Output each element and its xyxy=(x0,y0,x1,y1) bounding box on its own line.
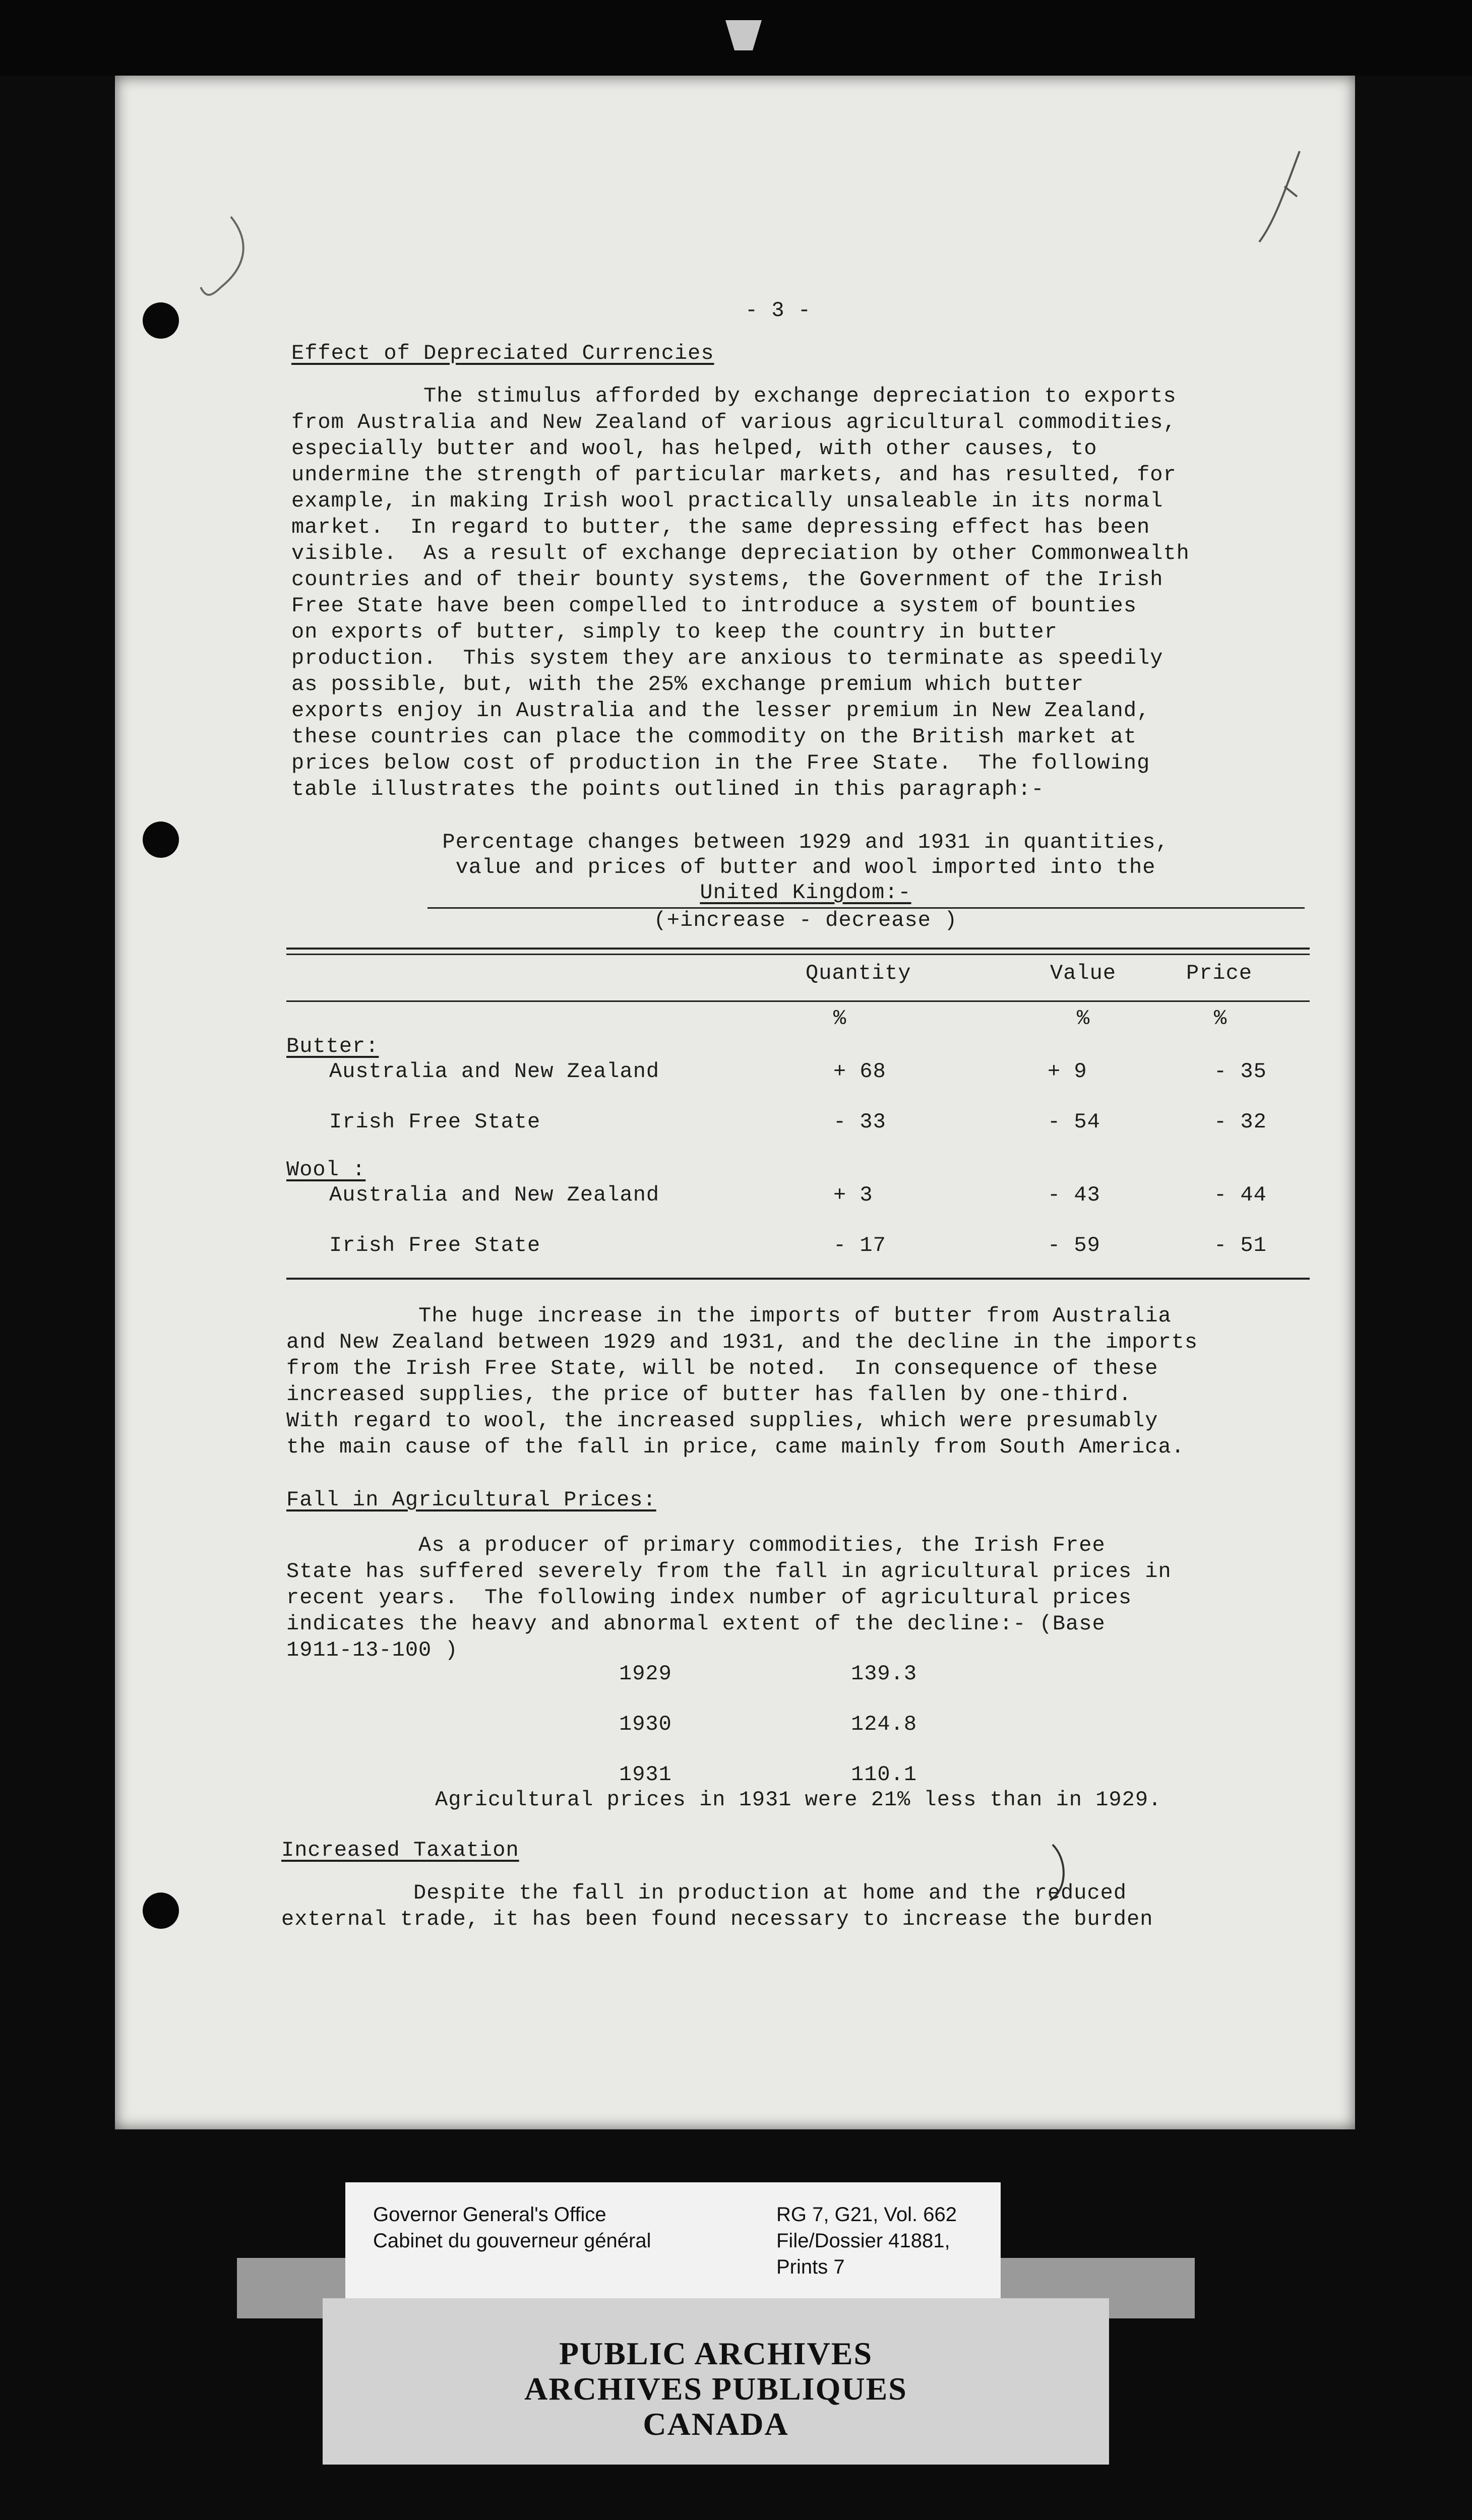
row-name: Australia and New Zealand xyxy=(329,1183,660,1207)
table-rule-bottom xyxy=(286,1278,1310,1280)
row-name: Irish Free State xyxy=(329,1110,541,1134)
cell-price: - 35 xyxy=(1214,1059,1267,1084)
section-heading-depreciated: Effect of Depreciated Currencies xyxy=(291,341,714,365)
stamp-line-3: CANADA xyxy=(643,2406,789,2442)
archive-file: File/Dossier 41881, xyxy=(776,2230,950,2252)
archive-prints: Prints 7 xyxy=(776,2256,845,2278)
paragraph-after-table: The huge increase in the imports of butter from Australia and New Zealand between 1929 and 1931, and the decline in the imports from the Irish Free State, will be noted. In consequence of these increased supplies, the price of butter has fallen by one-third. With regard to wool, the increased supplies, which were presumably the main cause of the fall in price, came mainly from South America. xyxy=(286,1304,1198,1459)
cell-value: - 43 xyxy=(1048,1183,1100,1207)
unit-price: % xyxy=(1214,1006,1228,1031)
cell-quantity: + 68 xyxy=(833,1059,886,1084)
table-rule-top xyxy=(286,948,1310,950)
archive-label xyxy=(345,2182,1001,2298)
table-caption-line2: value and prices of butter and wool imported into the xyxy=(455,855,1156,879)
row-name: Irish Free State xyxy=(329,1233,541,1257)
agricultural-summary: Agricultural prices in 1931 were 21% less than in 1929. xyxy=(435,1788,1162,1812)
cell-value: - 54 xyxy=(1048,1110,1100,1134)
cell-value: - 59 xyxy=(1048,1233,1100,1257)
column-header-price: Price xyxy=(1186,961,1253,985)
cell-value: + 9 xyxy=(1048,1059,1087,1084)
paragraph-taxation: Despite the fall in production at home and the reduced external trade, it has been found necessary to increase the burden xyxy=(281,1881,1153,1931)
stamp-line-1: PUBLIC ARCHIVES xyxy=(559,2336,873,2371)
table-rule-top-2 xyxy=(286,954,1310,955)
table-caption-legend: (+increase - decrease ) xyxy=(653,908,958,932)
column-header-quantity: Quantity xyxy=(806,961,911,985)
table-caption-line1: Percentage changes between 1929 and 1931 in quantities, xyxy=(442,830,1169,854)
column-header-value: Value xyxy=(1050,961,1117,985)
cell-quantity: - 17 xyxy=(833,1233,886,1257)
section-heading-agricultural: Fall in Agricultural Prices: xyxy=(286,1488,656,1512)
unit-quantity: % xyxy=(833,1006,847,1031)
index-year: 1930 xyxy=(619,1712,672,1736)
unit-value: % xyxy=(1077,1006,1090,1031)
table-rule-header xyxy=(286,1000,1310,1002)
cell-quantity: + 3 xyxy=(833,1183,873,1207)
row-name: Australia and New Zealand xyxy=(329,1059,660,1084)
paragraph-agricultural: As a producer of primary commodities, the Irish Free State has suffered severely from the fall in agricultural prices in recent years. The following index number of agricultural prices indicates the heavy and abnormal extent of the decline:- (Base 1911-13-100 ) xyxy=(286,1533,1172,1662)
section-heading-taxation: Increased Taxation xyxy=(281,1838,519,1862)
page-number: - 3 - xyxy=(745,298,812,323)
group-label-wool: Wool : xyxy=(286,1158,366,1182)
paragraph-depreciated: The stimulus afforded by exchange depreciation to exports from Australia and New Zealand of various agricultural commodities, especially butter and wool, has helped, with other causes, to undermine the strength of particular markets, and has resulted, for example, in making Irish wool practically unsaleable in its normal market. In regard to butter, the same depressing effect has been visible. As a result of exchange depreciation by other Commonwealth countries and of their bounty systems, the Government of the Irish Free State have been compelled to introduce a system of bounties on exports of butter, simply to keep the country in butter production. This system they are anxious to terminate as speedily as possible, but, with the 25% exchange premium which butter exports enjoy in Australia and the lesser premium in New Zealand, these countries can place the commodity on the British market at prices below cost of production in the Free State. The following table illustrates the points outlined in this paragraph:- xyxy=(291,384,1190,801)
table-caption-line3: United Kingdom:- xyxy=(700,880,911,905)
index-year: 1929 xyxy=(619,1662,672,1686)
document-page xyxy=(115,76,1355,2129)
archive-office-en: Governor General's Office xyxy=(373,2203,606,2226)
cell-price: - 32 xyxy=(1214,1110,1267,1134)
group-label-butter: Butter: xyxy=(286,1034,379,1058)
index-value: 124.8 xyxy=(851,1712,917,1736)
archive-reference: RG 7, G21, Vol. 662 xyxy=(776,2203,957,2226)
index-value: 139.3 xyxy=(851,1662,917,1686)
cell-price: - 51 xyxy=(1214,1233,1267,1257)
cell-quantity: - 33 xyxy=(833,1110,886,1134)
index-year: 1931 xyxy=(619,1762,672,1787)
index-value: 110.1 xyxy=(851,1762,917,1787)
archive-office-fr: Cabinet du gouverneur général xyxy=(373,2230,651,2252)
stamp-line-2: ARCHIVES PUBLIQUES xyxy=(524,2371,907,2407)
cell-price: - 44 xyxy=(1214,1183,1267,1207)
